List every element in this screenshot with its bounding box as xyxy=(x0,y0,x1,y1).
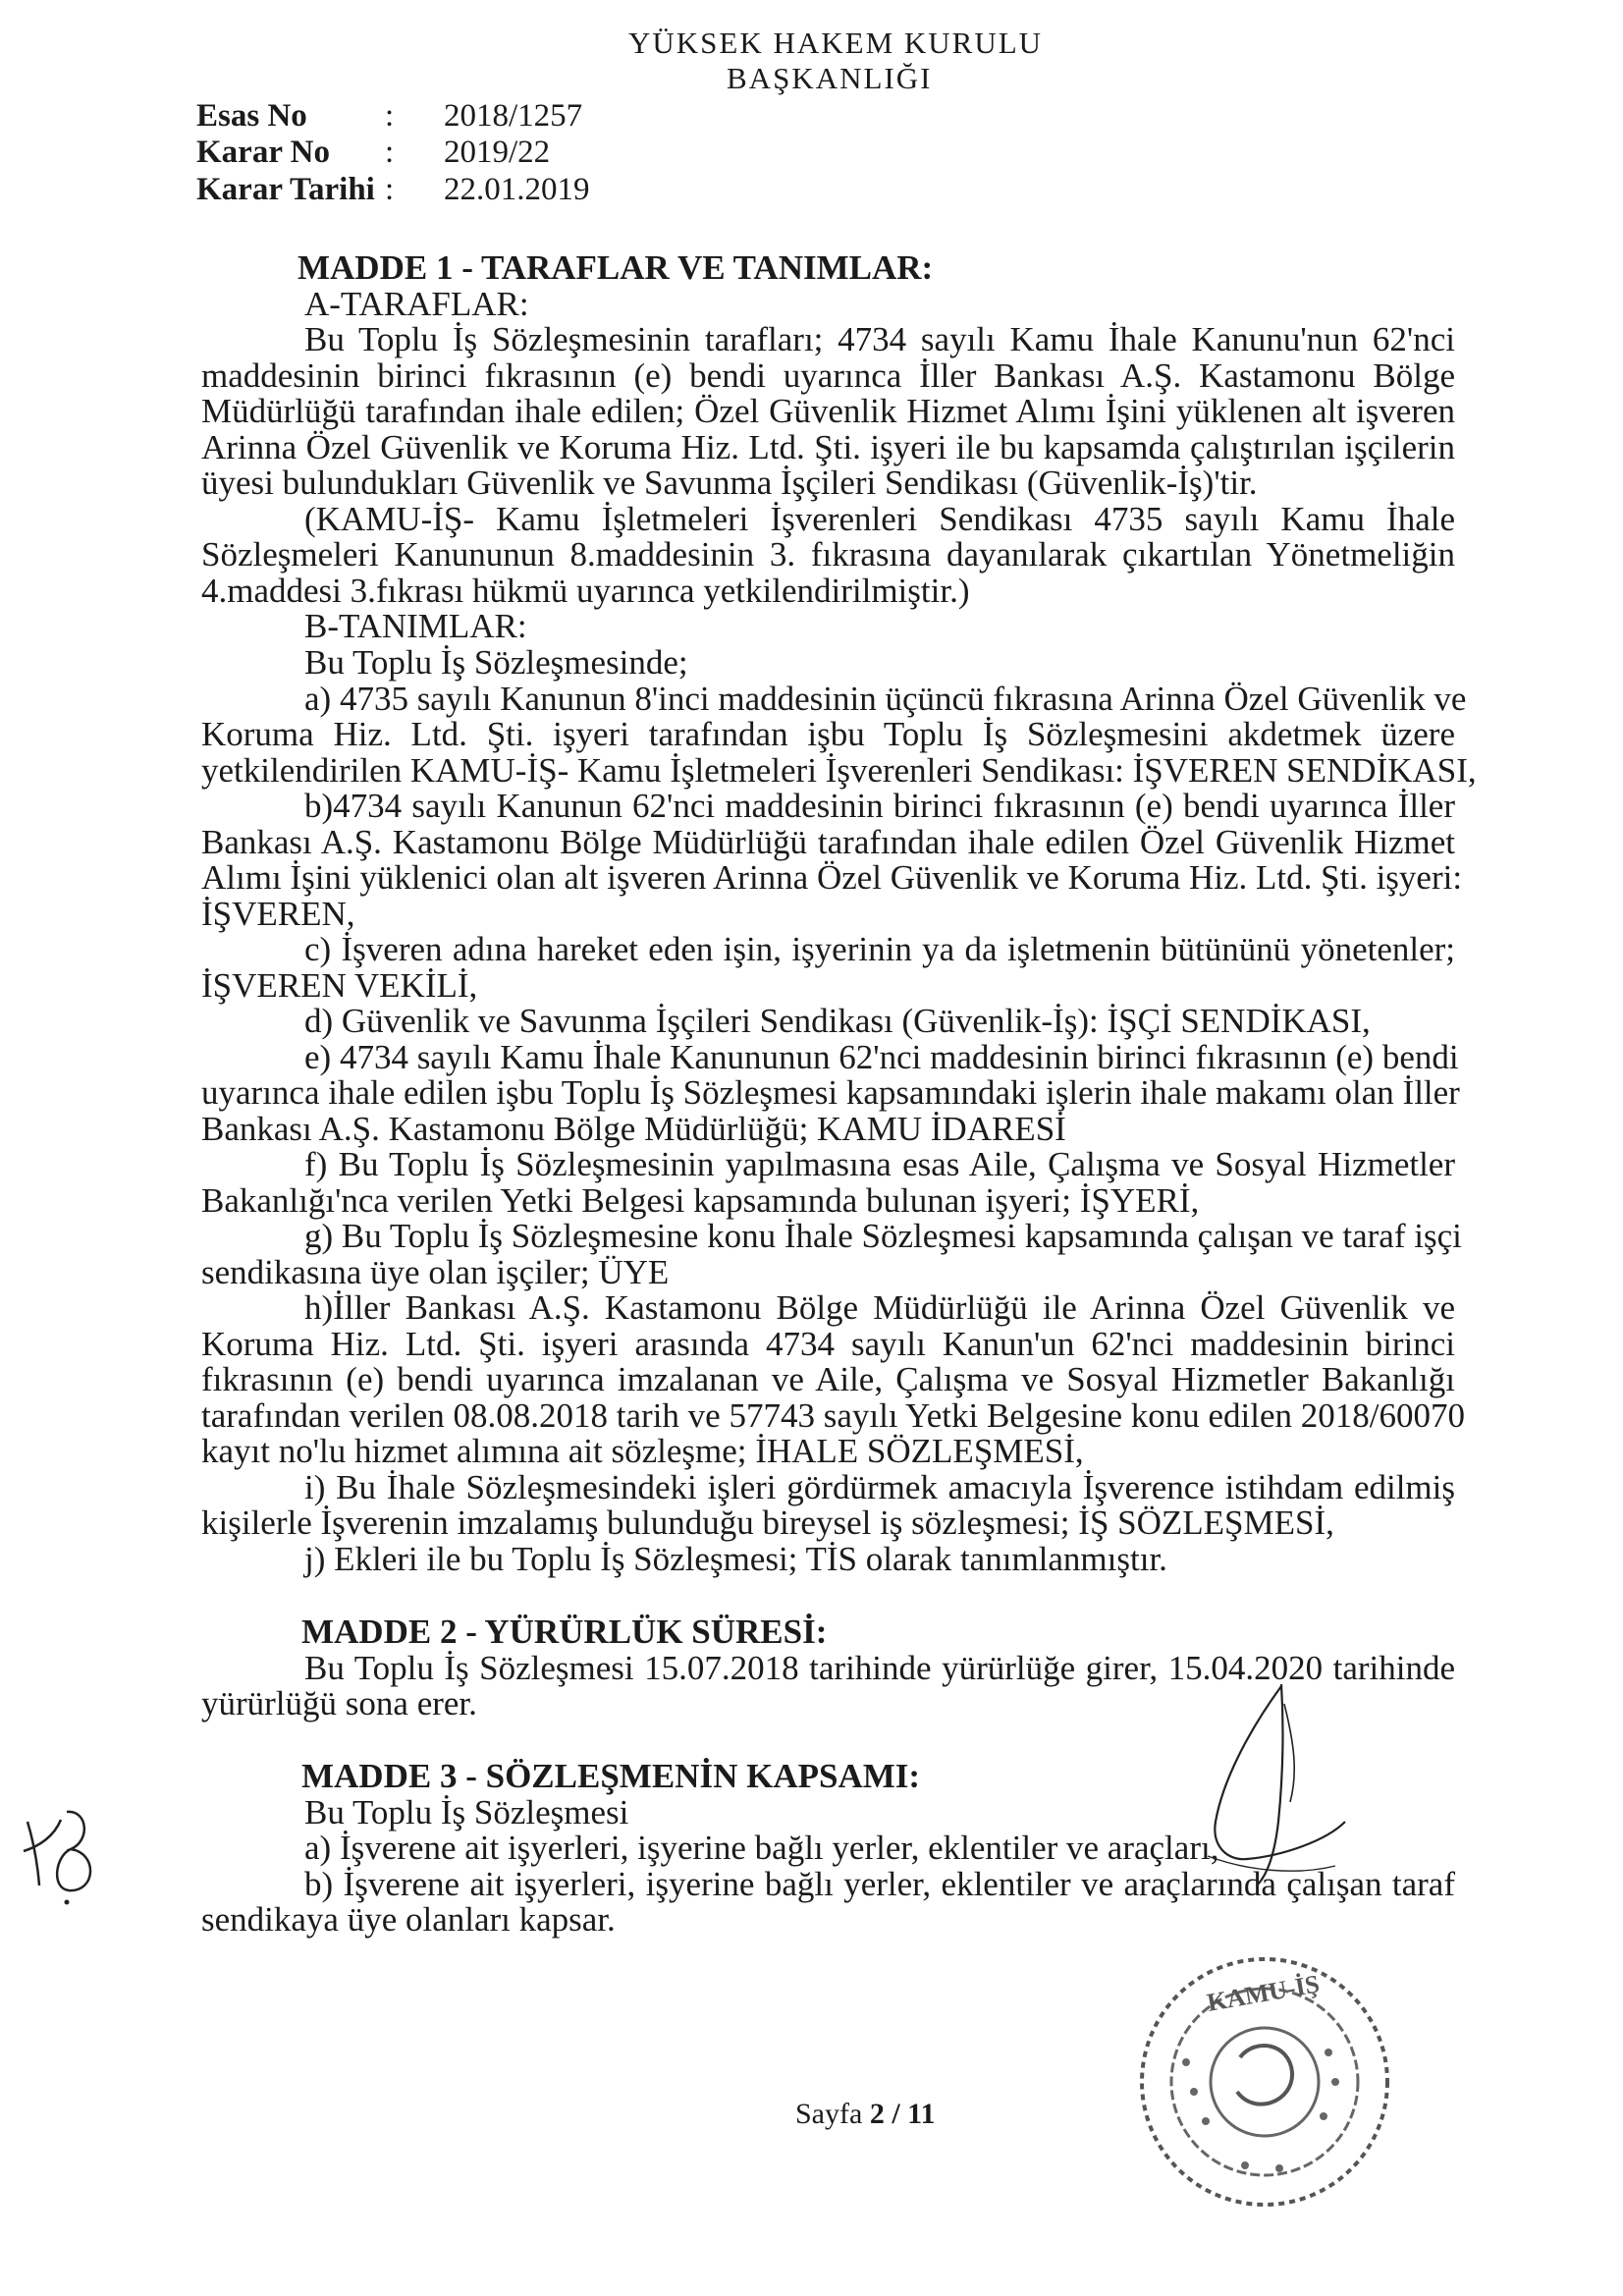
signature xyxy=(1188,1674,1360,1910)
body-line: e) 4734 sayılı Kamu İhale Kanununun 62'nci maddesinin birinci fıkrasının (e) bendi xyxy=(304,1038,1459,1076)
body-line: fıkrasının (e) bendi uyarınca imzalanan ve Aile, Çalışma ve Sosyal Hizmetler Bakanlığı xyxy=(201,1360,1455,1398)
page-number xyxy=(795,2100,936,2129)
body-line: Bu Toplu İş Sözleşmesinin tarafları; 4734 sayılı Kamu İhale Kanunu'nun 62'nci xyxy=(304,320,1455,358)
section-b-heading: B-TANIMLAR: xyxy=(304,607,527,645)
body-line: üyesi bulundukları Güvenlik ve Savunma İşçileri Sendikası (Güvenlik-İş)'tir. xyxy=(201,464,1258,502)
body-line: 4.maddesi 3.fıkrası hükmü uyarınca yetkilendirilmiştir.) xyxy=(201,572,970,610)
board-title: YÜKSEK HAKEM KURULU xyxy=(628,26,1044,60)
body-line: Bu Toplu İş Sözleşmesi xyxy=(304,1793,629,1831)
body-line: İŞVEREN, xyxy=(201,895,355,933)
body-line: Bankası A.Ş. Kastamonu Bölge Müdürlüğü tarafından ihale edilen Özel Güvenlik Hizmet xyxy=(201,823,1455,861)
body-line: Bankası A.Ş. Kastamonu Bölge Müdürlüğü; KAMU İDARESİ xyxy=(201,1110,1066,1148)
body-line: yürürlüğü sona erer. xyxy=(201,1684,477,1722)
body-line: sendikasına üye olan işçiler; ÜYE xyxy=(201,1253,670,1291)
body-line: i) Bu İhale Sözleşmesindeki işleri gördürmek amacıyla İşverence istihdam edilmiş xyxy=(304,1468,1455,1506)
body-line: Bu Toplu İş Sözleşmesi 15.07.2018 tarihinde yürürlüğe girer, 15.04.2020 tarihinde xyxy=(304,1649,1455,1687)
meta-colon: : xyxy=(385,135,395,170)
article-2-heading: MADDE 2 - YÜRÜRLÜK SÜRESİ: xyxy=(301,1613,828,1651)
meta-value-esas-no: 2018/1257 xyxy=(444,98,583,134)
body-line: kayıt no'lu hizmet alımına ait sözleşme; İHALE SÖZLEŞMESİ, xyxy=(201,1432,1084,1470)
article-3-heading: MADDE 3 - SÖZLEŞMENİN KAPSAMI: xyxy=(301,1757,921,1795)
board-subtitle: BAŞKANLIĞI xyxy=(727,61,933,95)
body-line: maddesinin birinci fıkrasının (e) bendi uyarınca İller Bankası A.Ş. Kastamonu Bölge xyxy=(201,356,1455,395)
meta-label-karar-tarihi: Karar Tarihi xyxy=(196,172,375,207)
body-line: f) Bu Toplu İş Sözleşmesinin yapılmasına esas Aile, Çalışma ve Sosyal Hizmetler xyxy=(304,1145,1455,1183)
body-line: Sözleşmeleri Kanununun 8.maddesinin 3. fıkrasına dayanılarak çıkartılan Yönetmeliğin xyxy=(201,535,1455,574)
meta-colon: : xyxy=(385,98,395,134)
body-line: yetkilendirilen KAMU-İŞ- Kamu İşletmeleri İşverenleri Sendikası: İŞVEREN SENDİKASI, xyxy=(201,751,1477,790)
body-line: Alımı İşini yüklenici olan alt işveren Arinna Özel Güvenlik ve Koruma Hiz. Ltd. Şti. işyeri: xyxy=(201,858,1463,897)
body-line: b)4734 sayılı Kanunun 62'nci maddesinin birinci fıkrasının (e) bendi uyarınca İller xyxy=(304,787,1455,825)
meta-label-esas-no: Esas No xyxy=(196,98,307,134)
body-line: a) 4735 sayılı Kanunun 8'inci maddesinin üçüncü fıkrasına Arinna Özel Güvenlik ve xyxy=(304,680,1467,718)
body-line: a) İşverene ait işyerleri, işyerine bağlı yerler, eklentiler ve araçları, xyxy=(304,1829,1219,1867)
body-line: Koruma Hiz. Ltd. Şti. işyeri tarafından işbu Toplu İş Sözleşmesini akdetmek üzere xyxy=(201,715,1455,753)
body-line: uyarınca ihale edilen işbu Toplu İş Sözleşmesi kapsamındaki işlerin ihale makamı olan İller xyxy=(201,1073,1460,1112)
section-a-heading: A-TARAFLAR: xyxy=(304,285,529,323)
page-total: 11 xyxy=(907,2098,936,2130)
body-line: Koruma Hiz. Ltd. Şti. işyeri arasında 4734 sayılı Kanun'un 62'nci maddesinin birinci xyxy=(201,1325,1455,1363)
body-line: Müdürlüğü tarafından ihale edilen; Özel Güvenlik Hizmet Alımı İşini yüklenen alt işveren xyxy=(201,392,1455,430)
body-line: Bu Toplu İş Sözleşmesinde; xyxy=(304,643,688,682)
body-line: sendikaya üye olanları kapsar. xyxy=(201,1900,616,1939)
meta-colon: : xyxy=(385,172,395,207)
page-label: Sayfa xyxy=(795,2098,863,2130)
body-line: h)İller Bankası A.Ş. Kastamonu Bölge Müdürlüğü ile Arinna Özel Güvenlik ve xyxy=(304,1288,1455,1327)
meta-value-karar-no: 2019/22 xyxy=(444,135,551,170)
body-line: (KAMU-İŞ- Kamu İşletmeleri İşverenleri Sendikası 4735 sayılı Kamu İhale xyxy=(304,500,1455,538)
stamp-text: KAMU-İŞ xyxy=(1205,1969,1322,2017)
body-line: g) Bu Toplu İş Sözleşmesine konu İhale Sözleşmesi kapsamında çalışan ve taraf işçi xyxy=(304,1217,1462,1255)
body-line: tarafından verilen 08.08.2018 tarih ve 57743 sayılı Yetki Belgesine konu edilen 2018/60070 xyxy=(201,1396,1466,1435)
body-line: b) İşverene ait işyerleri, işyerine bağlı yerler, eklentiler ve araçlarında çalışan taraf xyxy=(304,1865,1455,1903)
page-separator: / xyxy=(892,2098,900,2130)
article-1-heading: MADDE 1 - TARAFLAR VE TANIMLAR: xyxy=(298,248,934,287)
handwritten-initials xyxy=(20,1802,103,1910)
body-line: c) İşveren adına hareket eden işin, işyerinin ya da işletmenin bütününü yönetenler; xyxy=(304,930,1455,968)
body-line: İŞVEREN VEKİLİ, xyxy=(201,966,478,1005)
body-line: kişilerle İşverenin imzalamış bulunduğu bireysel iş sözleşmesi; İŞ SÖZLEŞMESİ, xyxy=(201,1503,1334,1542)
round-seal-stamp xyxy=(1117,1944,1412,2219)
meta-value-karar-tarihi: 22.01.2019 xyxy=(444,172,590,207)
body-line: d) Güvenlik ve Savunma İşçileri Sendikası (Güvenlik-İş): İŞÇİ SENDİKASI, xyxy=(304,1002,1371,1040)
page-current: 2 xyxy=(869,2098,885,2130)
meta-label-karar-no: Karar No xyxy=(196,135,330,170)
body-line: Arinna Özel Güvenlik ve Koruma Hiz. Ltd. Şti. işyeri ile bu kapsamda çalıştırılan işçilerin xyxy=(201,428,1455,466)
body-line: Bakanlığı'nca verilen Yetki Belgesi kapsamında bulunan işyeri; İŞYERİ, xyxy=(201,1181,1200,1220)
body-line: j) Ekleri ile bu Toplu İş Sözleşmesi; TİS olarak tanımlanmıştır. xyxy=(304,1540,1167,1578)
